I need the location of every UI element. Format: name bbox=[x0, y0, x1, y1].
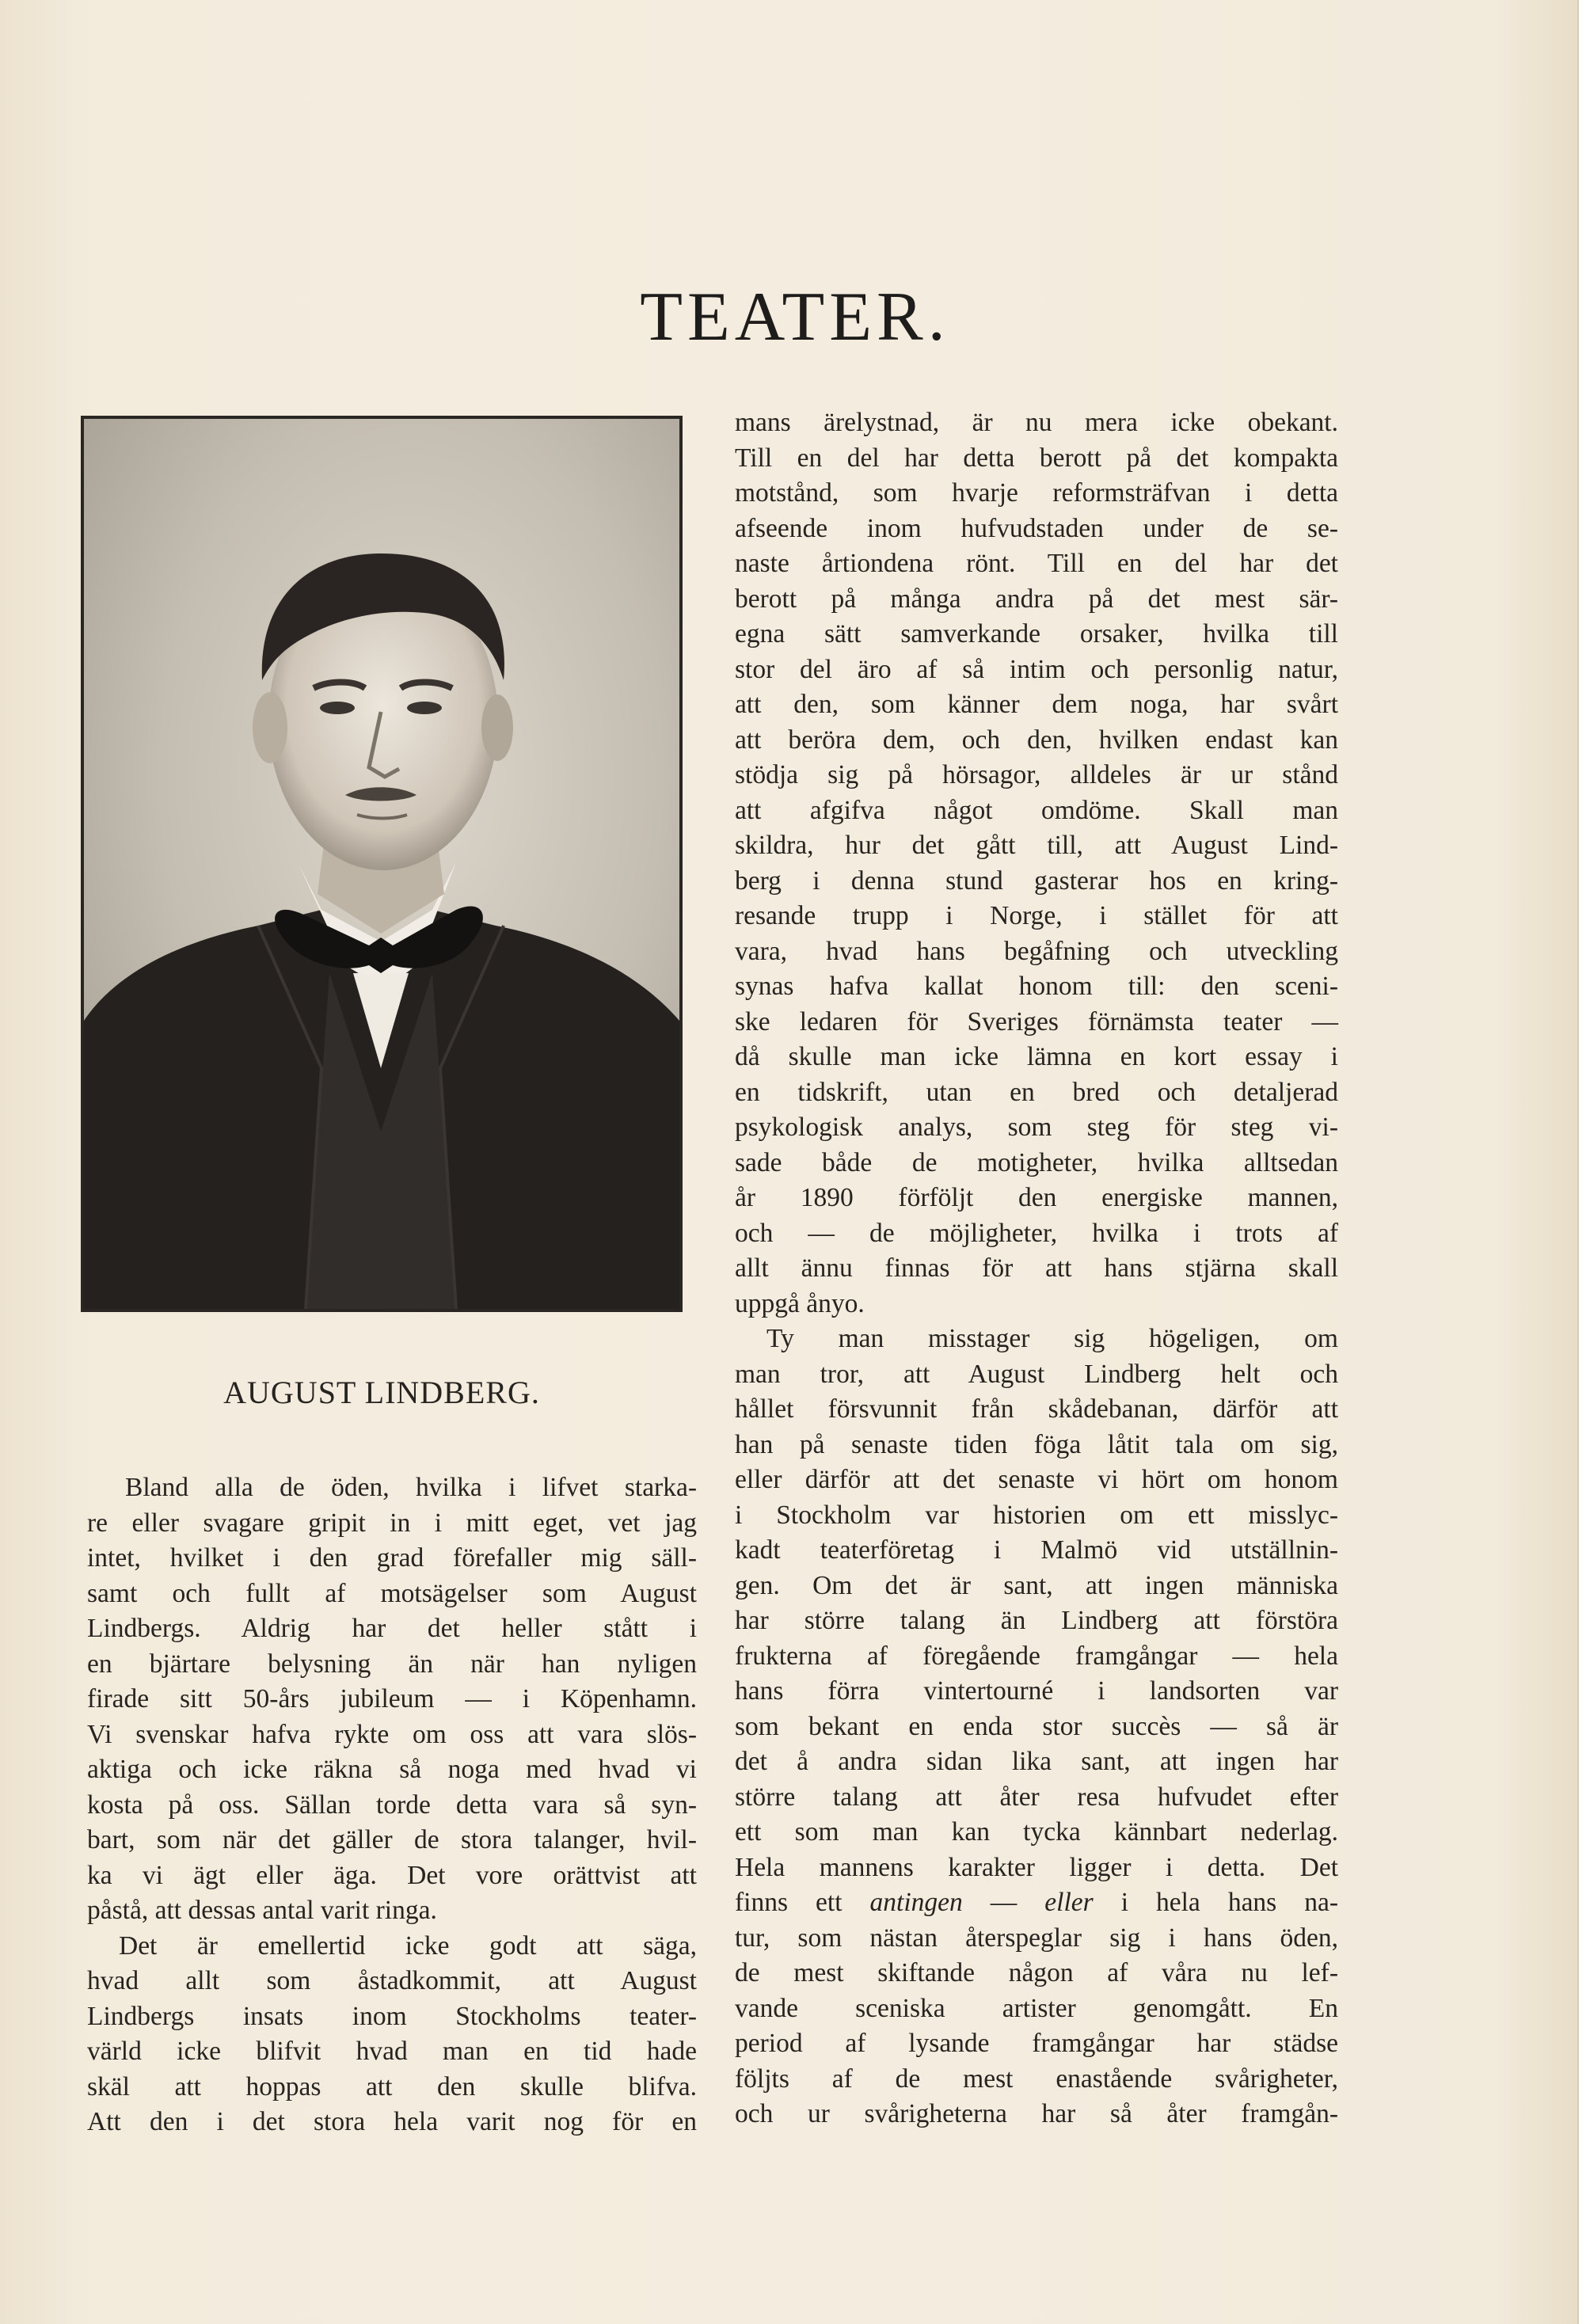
text-line: synas hafva kallat honom till: den sceni- bbox=[735, 972, 1338, 1001]
text-line: Vi svenskar hafva rykte om oss att vara slös- bbox=[87, 1719, 697, 1749]
text-line: naste årtiondena rönt. Till en del har det bbox=[735, 549, 1338, 578]
text-line: intet, hvilket i den grad förefaller mig säll- bbox=[87, 1543, 697, 1573]
italic-word: eller bbox=[1044, 1888, 1094, 1917]
text-line: och ur svårigheterna har så åter framgån- bbox=[735, 2099, 1338, 2128]
text-line: hans förra vintertourné i landsorten var bbox=[735, 1676, 1338, 1706]
text-line: sade både de motigheter, hvilka alltsedan bbox=[735, 1147, 1338, 1177]
text-line: kadt teaterföretag i Malmö vid utställnin- bbox=[735, 1535, 1338, 1565]
text-line: ske ledaren för Sveriges förnämsta teater — bbox=[735, 1006, 1338, 1036]
text-line: skildra, hur det gått till, att August Lind- bbox=[735, 831, 1338, 860]
text-line: skäl att hoppas att den skulle blifva. bbox=[87, 2071, 697, 2101]
text-line: stor del äro af så intim och personlig natur, bbox=[735, 654, 1338, 684]
portrait-photo-icon bbox=[81, 416, 683, 1312]
text-line: värld icke blifvit hvad man en tid hade bbox=[87, 2037, 697, 2066]
portrait-caption: AUGUST LINDBERG. bbox=[223, 1375, 540, 1410]
text-line: större talang att åter resa hufvudet efter bbox=[735, 1782, 1338, 1812]
text-line: ett som man kan tycka kännbart nederlag. bbox=[735, 1817, 1338, 1847]
text-line: re eller svagare gripit in i mitt eget, vet jag bbox=[87, 1508, 697, 1538]
text-line: man tror, att August Lindberg helt och bbox=[735, 1359, 1338, 1389]
text-line: Hela mannens karakter ligger i detta. Det bbox=[735, 1852, 1338, 1882]
text-line: i Stockholm var historien om ett misslyc- bbox=[735, 1500, 1338, 1530]
text-line: aktiga och icke räkna så noga med hvad vi bbox=[87, 1755, 697, 1784]
text-line: Till en del har detta berott på det kompakta bbox=[735, 443, 1338, 473]
right-column bbox=[735, 405, 1338, 2132]
text-line: hvad allt som åstadkommit, att August bbox=[87, 1966, 697, 1995]
text-line: att den, som känner dem noga, har svårt bbox=[735, 690, 1338, 719]
text-fragment: — bbox=[990, 1888, 1018, 1917]
text-line: Lindbergs. Aldrig har det heller stått i bbox=[87, 1614, 697, 1643]
text-line: vara, hvad hans begåfning och utveckling bbox=[735, 936, 1338, 966]
text-line: allt ännu finnas för att hans stjärna skall bbox=[735, 1253, 1338, 1283]
text-line: Det är emellertid icke godt att säga, bbox=[119, 1930, 697, 1961]
text-line: Ty man misstager sig högeligen, om bbox=[766, 1324, 1338, 1353]
text-line: ka vi ägt eller äga. Det vore orättvist att bbox=[87, 1860, 697, 1890]
text-line: vande sceniska artister genomgått. En bbox=[735, 1993, 1338, 2023]
text-line: motstånd, som hvarje reformsträfvan i detta bbox=[735, 478, 1338, 508]
text-line-mixed bbox=[735, 1885, 1338, 1921]
text-line: tur, som nästan återspeglar sig i hans öden, bbox=[735, 1923, 1338, 1953]
text-line: och — de möjligheter, hvilka i trots af bbox=[735, 1218, 1338, 1248]
text-line: att afgifva något omdöme. Skall man bbox=[735, 795, 1338, 825]
text-line: berott på många andra på det mest sär- bbox=[735, 584, 1338, 614]
text-fragment: finns ett bbox=[735, 1888, 843, 1917]
text-line: det å andra sidan lika sant, att ingen har bbox=[735, 1747, 1338, 1776]
text-line: följts af de mest enastående svårigheter, bbox=[735, 2063, 1338, 2094]
text-line: berg i denna stund gasterar hos en kring- bbox=[735, 865, 1338, 896]
text-line: frukterna af föregående framgångar — hela bbox=[735, 1641, 1338, 1671]
text-line: resande trupp i Norge, i stället för att bbox=[735, 901, 1338, 930]
text-line: mans ärelystnad, är nu mera icke obekant. bbox=[735, 408, 1338, 437]
text-line: en bjärtare belysning än när han nyligen bbox=[87, 1649, 697, 1679]
text-line: år 1890 förföljt den energiske mannen, bbox=[735, 1183, 1338, 1212]
text-line: period af lysande framgångar har städse bbox=[735, 2029, 1338, 2058]
italic-word: antingen bbox=[869, 1888, 963, 1917]
text-line: Bland alla de öden, hvilka i lifvet starka- bbox=[125, 1473, 697, 1502]
text-line: egna sätt samverkande orsaker, hvilka till bbox=[735, 619, 1338, 649]
text-fragment: i hela hans na- bbox=[1120, 1888, 1339, 1917]
text-line: uppgå ånyo. bbox=[735, 1288, 865, 1318]
text-line: samt och fullt af motsägelser som August bbox=[87, 1578, 697, 1608]
text-line: de mest skiftande någon af våra nu lef- bbox=[735, 1958, 1338, 1987]
text-line: har större talang än Lindberg att förstöra bbox=[735, 1606, 1338, 1635]
text-line: afseende inom hufvudstaden under de se- bbox=[735, 513, 1338, 543]
text-line: hållet försvunnit från skådebanan, därför att bbox=[735, 1394, 1338, 1424]
text-line: då skulle man icke lämna en kort essay i bbox=[735, 1042, 1338, 1071]
text-line: han på senaste tiden föga låtit tala om sig, bbox=[735, 1429, 1338, 1459]
text-line: bart, som när det gäller de stora talanger, hvil- bbox=[87, 1825, 697, 1854]
text-line: en tidskrift, utan en bred och detaljerad bbox=[735, 1077, 1338, 1107]
text-line: stödja sig på hörsagor, alldeles är ur stånd bbox=[735, 760, 1338, 789]
text-line: gen. Om det är sant, att ingen människa bbox=[735, 1570, 1338, 1600]
page-title: TEATER. bbox=[640, 279, 950, 356]
text-line: påstå, att dessas antal varit ringa. bbox=[87, 1896, 437, 1925]
text-line: kosta på oss. Sällan torde detta vara så syn- bbox=[87, 1790, 697, 1820]
text-line: psykologisk analys, som steg för steg vi- bbox=[735, 1113, 1338, 1142]
text-line: firade sitt 50-års jubileum — i Köpenhamn. bbox=[87, 1684, 697, 1714]
text-line: Att den i det stora hela varit nog för en bbox=[87, 2107, 697, 2136]
text-line: Lindbergs insats inom Stockholms teater- bbox=[87, 2001, 697, 2031]
text-line: att beröra dem, och den, hvilken endast kan bbox=[735, 725, 1338, 755]
text-line: som bekant en enda stor succès — så är bbox=[735, 1711, 1338, 1741]
left-column bbox=[87, 1470, 697, 2140]
text-line: eller därför att det senaste vi hört om honom bbox=[735, 1465, 1338, 1494]
